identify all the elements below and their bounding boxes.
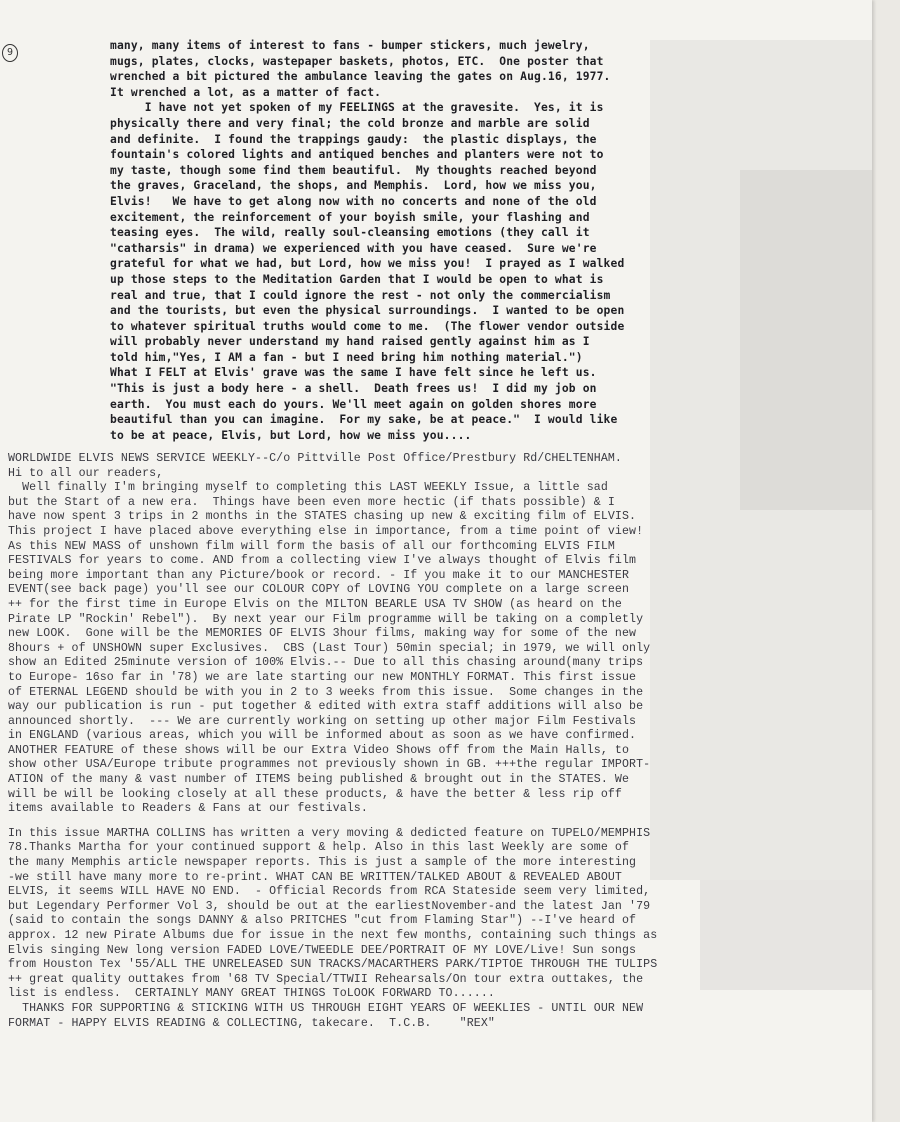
text-line: In this issue MARTHA COLLINS has written a very moving & dedicted feature on TUPELO/MEMPHIS bbox=[8, 826, 651, 840]
text-line: ELVIS, it seems WILL HAVE NO END. - Official Records from RCA Stateside seem very limited, bbox=[8, 885, 651, 899]
closing-line: THANKS FOR SUPPORTING & STICKING WITH US THROUGH EIGHT YEARS OF WEEKLIES - UNTIL OUR NEW bbox=[8, 1001, 644, 1015]
text-line: I have not yet spoken of my FEELINGS at the gravesite. Yes, it is bbox=[110, 101, 604, 115]
text-line: fountain's colored lights and antiqued benches and planters were not to bbox=[110, 148, 604, 162]
text-line: (said to contain the songs DANNY & also PRITCHES "cut from Flaming Star") --I've heard of bbox=[8, 914, 637, 928]
text-line: grateful for what we had, but Lord, how we miss you! I prayed as I walked bbox=[110, 257, 625, 271]
text-line: FESTIVALS for years to come. AND from a collecting view I've always thought of Elvis film bbox=[8, 554, 637, 568]
show-through-shadow bbox=[740, 170, 872, 510]
text-line: ++ for the first time in Europe Elvis on the MILTON BEARLE USA TV SHOW (as heard on the bbox=[8, 597, 622, 611]
text-line: As this NEW MASS of unshown film will form the basis of all our forthcoming ELVIS FILM bbox=[8, 539, 615, 553]
text-line: Well finally I'm bringing myself to completing this LAST WEEKLY Issue, a little sad bbox=[8, 481, 608, 495]
text-line: but Legendary Performer Vol 3, should be out at the earliestNovember-and the latest Jan '79 bbox=[8, 899, 651, 913]
text-line: wrenched a bit pictured the ambulance leaving the gates on Aug.16, 1977. bbox=[110, 70, 611, 84]
text-line: 78.Thanks Martha for your continued support & help. Also in this last Weekly are some of bbox=[8, 841, 630, 855]
text-line: many, many items of interest to fans - bumper stickers, much jewelry, bbox=[110, 39, 590, 52]
text-line: the many Memphis article newspaper reports. This is just a sample of the more interesting bbox=[8, 856, 637, 870]
text-line: This project I have placed above everything else in importance, from a time point of view! bbox=[8, 524, 644, 538]
text-line: "This is just a body here - a shell. Death frees us! I did my job on bbox=[110, 382, 597, 396]
text-line: Elvis! We have to get along now with no concerts and none of the old bbox=[110, 194, 597, 208]
text-line: and the tourists, but even the physical surroundings. I wanted to be open bbox=[110, 304, 625, 318]
text-line: announced shortly. --- We are currently working on setting up other major Film Festivals bbox=[8, 714, 637, 728]
text-line: and definite. I found the trappings gaudy: the plastic displays, the bbox=[110, 132, 597, 146]
news-paragraph-1 bbox=[8, 481, 748, 817]
text-line: show an Edited 25minute version of 100% Elvis.-- Due to all this chasing around(many trips bbox=[8, 656, 644, 670]
news-service-article bbox=[8, 452, 748, 1031]
text-line: of ETERNAL LEGEND should be with you in 2 to 3 weeks from this issue. Some changes in the bbox=[8, 685, 644, 699]
text-line: have now spent 3 trips in 2 months in the STATES chasing up new & exciting film of ELVIS. bbox=[8, 510, 637, 524]
martha-collins-article-text bbox=[110, 38, 710, 443]
text-line: in ENGLAND (various areas, which you will be informed about as soon as we have confirmed. bbox=[8, 729, 637, 743]
closing-line: FORMAT - HAPPY ELVIS READING & COLLECTING, takecare. T.C.B. "REX" bbox=[8, 1016, 495, 1030]
text-line: "catharsis" in drama) we experienced with you have ceased. Sure we're bbox=[110, 241, 597, 255]
news-paragraph-2 bbox=[8, 827, 748, 1002]
text-line: new LOOK. Gone will be the MEMORIES OF ELVIS 3hour films, making way for some of the new bbox=[8, 627, 637, 641]
text-line: ANOTHER FEATURE of these shows will be our Extra Video Shows off from the Main Halls, to bbox=[8, 743, 630, 757]
text-line: way our publication is run - put together & edited with extra staff additions will also be bbox=[8, 700, 644, 714]
text-line: ATION of the many & vast number of ITEMS being published & brought out in the STATES. We bbox=[8, 773, 630, 787]
text-line: teasing eyes. The wild, really soul-cleansing emotions (they call it bbox=[110, 226, 590, 240]
text-line: told him,"Yes, I AM a fan - but I need bring him nothing material.") bbox=[110, 350, 583, 364]
text-line: list is endless. CERTAINLY MANY GREAT THINGS ToLOOK FORWARD TO...... bbox=[8, 987, 495, 1001]
closing-sign-off bbox=[8, 1002, 748, 1031]
text-line: Elvis singing New long version FADED LOVE/TWEEDLE DEE/PORTRAIT OF MY LOVE/Live! Sun songs bbox=[8, 943, 637, 957]
text-line: What I FELT at Elvis' grave was the same I have felt since he left us. bbox=[110, 366, 597, 380]
text-line: to be at peace, Elvis, but Lord, how we miss you.... bbox=[110, 428, 472, 442]
text-line: EVENT(see back page) you'll see our COLOUR COPY of LOVING YOU complete on a large screen bbox=[8, 583, 630, 597]
text-line: show other USA/Europe tribute programmes not previously shown in GB. +++the regular IMPORT- bbox=[8, 758, 651, 772]
text-line: mugs, plates, clocks, wastepaper baskets, photos, ETC. One poster that bbox=[110, 54, 604, 68]
text-line: Pirate LP "Rockin' Rebel"). By next year our Film programme will be taking on a completly bbox=[8, 612, 644, 626]
text-line: items available to Readers & Fans at our festivals. bbox=[8, 802, 368, 816]
page-number: 9 bbox=[2, 44, 18, 62]
text-line: approx. 12 new Pirate Albums due for issue in the next few months, containing such things as bbox=[8, 929, 658, 942]
text-line: to whatever spiritual truths would come to me. (The flower vendor outside bbox=[110, 319, 625, 333]
text-line: excitement, the reinforcement of your boyish smile, your flashing and bbox=[110, 210, 590, 224]
header-line: WORLDWIDE ELVIS NEWS SERVICE WEEKLY--C/o Pittville Post Office/Prestbury Rd/CHELTENHAM. bbox=[8, 452, 622, 465]
header-line: Hi to all our readers, bbox=[8, 466, 164, 480]
text-line: the graves, Graceland, the shops, and Memphis. Lord, how we miss you, bbox=[110, 179, 597, 193]
text-line: up those steps to the Meditation Garden that I would be open to what is bbox=[110, 272, 604, 286]
text-line: but the Start of a new era. Things have been even more hectic (if thats possible) & I bbox=[8, 495, 615, 509]
text-line: ++ great quality outtakes from '68 TV Special/TTWII Rehearsals/On tour extra outtakes, the bbox=[8, 972, 644, 986]
text-line: real and true, that I could ignore the rest - not only the commercialism bbox=[110, 288, 611, 302]
text-line: to Europe- 16so far in '78) we are late starting our new MONTHLY FORMAT. This first issue bbox=[8, 670, 637, 684]
text-line: It wrenched a lot, as a matter of fact. bbox=[110, 85, 382, 99]
text-line: from Houston Tex '55/ALL THE UNRELEASED SUN TRACKS/MACARTHERS PARK/TIPTOE THROUGH THE TULIPS bbox=[8, 958, 658, 972]
text-line: 8hours + of UNSHOWN super Exclusives. CBS (Last Tour) 50min special; in 1979, we will only bbox=[8, 641, 651, 655]
text-line: earth. You must each do yours. We'll meet again on golden shores more bbox=[110, 397, 597, 411]
text-line: will probably never understand my hand raised gently against him as I bbox=[110, 335, 590, 349]
news-service-header bbox=[8, 452, 748, 481]
text-line: will be will be looking closely at all these products, & have the better & less rip off bbox=[8, 787, 622, 801]
text-line: -we still have many more to re-print. WHAT CAN BE WRITTEN/TALKED ABOUT & REVEALED ABOUT bbox=[8, 870, 622, 884]
text-line: being more important than any Picture/book or record. - If you make it to our MANCHESTER bbox=[8, 568, 630, 582]
text-line: my taste, though some find them beautiful. My thoughts reached beyond bbox=[110, 163, 597, 177]
text-line: physically there and very final; the cold bronze and marble are solid bbox=[110, 116, 590, 130]
text-line: beautiful than you can imagine. For my sake, be at peace." I would like bbox=[110, 413, 618, 427]
